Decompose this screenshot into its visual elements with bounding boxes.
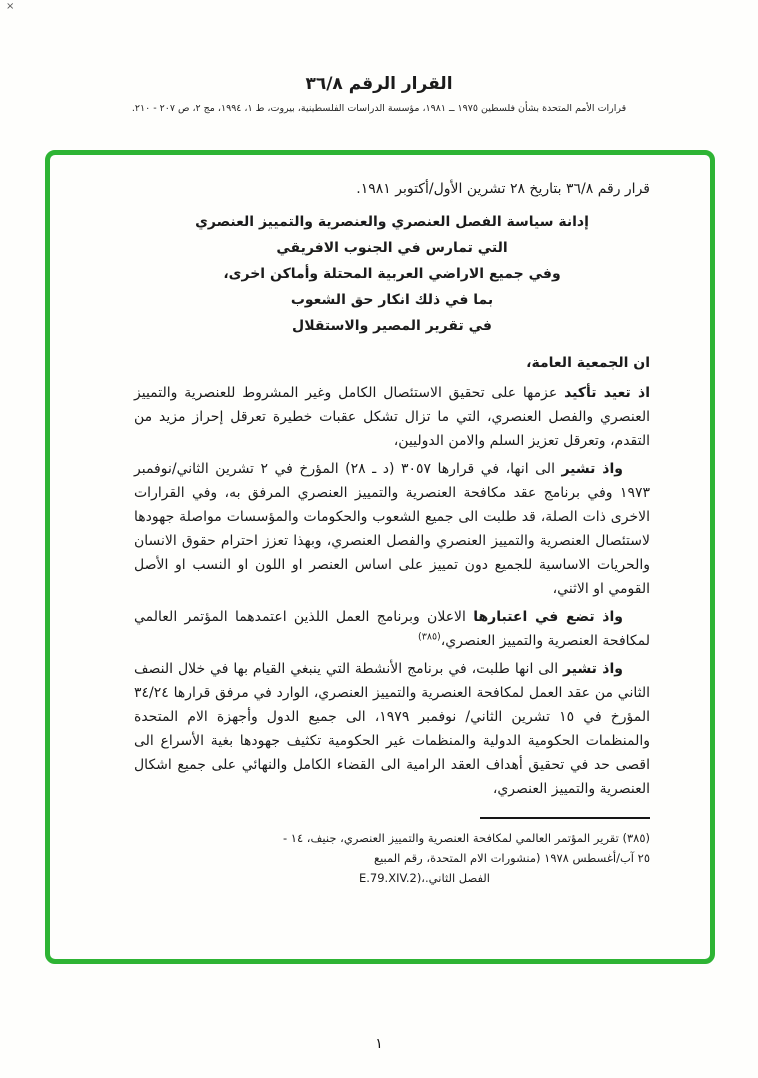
scan-corner-mark: × (6, 1, 15, 12)
green-frame (45, 150, 715, 964)
page-footer (0, 1033, 758, 1052)
opening-phrase: ان الجمعية العامة، (526, 355, 650, 371)
resolution-title (134, 209, 650, 339)
paragraph-text: عزمها على تحقيق الاستئصال الكامل وغير المشروط للعنصرية والتمييز العنصري والفصل العنصري، التي ما تزال تشكل عقبات خطيرة تعرقل إحراز مزيد من التقدم، وتعرقل تعزيز السلم والامن الدوليين، (134, 385, 650, 449)
paragraph-lead: واذ تشير (563, 661, 623, 677)
resolution-title-line: في تقرير المصير والاستقلال (292, 318, 492, 334)
footnote-line (134, 868, 650, 888)
resolution-title-line: وفي جميع الاراضي العربية المحتلة وأماكن اخرى، (223, 266, 561, 282)
footnote-line: ٢٥ آب/أغسطس ١٩٧٨ (منشورات الام المتحدة، رقم المبيع (373, 851, 650, 865)
paragraph-lead: واذ تضع في اعتبارها (473, 609, 623, 625)
citation-line: قرارات الأمم المتحدة بشأن فلسطين ١٩٧٥ ــ ١٩٨١، مؤسسة الدراسات الفلسطينية، بيروت، ط ١، ١٩٩٤، مج ٢، ص ٢٠٧ - ٢١٠. (131, 103, 627, 114)
preambular-paragraph-3 (134, 605, 650, 653)
page-title: القرار الرقم ٣٦/٨ (305, 74, 453, 94)
paragraph-lead: واذ تشير (561, 461, 623, 477)
page-number: ١ (375, 1036, 383, 1052)
footnote-sales-number: E.79.XIV.2)، (358, 871, 426, 885)
footnote-line: (٣٨٥) تقرير المؤتمر العالمي لمكافحة العنصرية والتمييز العنصري، جنيف، ١٤ - (282, 831, 650, 845)
footnote-arabic-text: الفصل الثاني. (425, 871, 490, 885)
footnote-separator (480, 817, 650, 819)
resolution-date-line: قرار رقم ٣٦/٨ بتاريخ ٢٨ تشرين الأول/أكتوبر ١٩٨١. (356, 181, 650, 197)
resolution-title-line: التي تمارس في الجنوب الافريقي (276, 240, 508, 256)
paragraph-text: الاعلان وبرنامج العمل اللذين اعتمدهما المؤتمر العالمي لمكافحة العنصرية والتمييز العنصري، (134, 609, 650, 649)
paragraph-text: الى انها طلبت، في برنامج الأنشطة التي ينبغي القيام بها في خلال النصف الثاني من عقد العمل لمكافحة العنصرية والتمييز العنصري، الوارد في مرفق قرارها ٣٤/٢٤ المؤرخ في ١٥ تشرين الثاني/ نوفمبر ١٩٧٩، الى جميع الدول وأجهزة الام المتحدة والمنظمات الحكومية الدولية والمنظمات غير الحكومية تكثيف جهودها بغية الأسراع الى اقصى حد في تحقيق أهداف العقد الرامية الى القضاء الكامل والنهائي على جميع اشكال العنصرية والتمييز العنصري، (134, 661, 650, 797)
preambular-paragraph-1 (134, 381, 650, 453)
footnote (134, 828, 650, 888)
footnote-reference: (٣٨٥) (418, 631, 441, 643)
resolution-body (50, 155, 710, 888)
preambular-paragraph-4 (134, 657, 650, 801)
resolution-title-line: بما في ذلك انكار حق الشعوب (290, 292, 494, 308)
paragraph-text: الى انها، في قرارها ٣٠٥٧ (د ـ ٢٨) المؤرخ في ٢ تشرين الثاني/نوفمبر ١٩٧٣ وفي برنامج عقد مكافحة العنصرية والتمييز العنصري المرفق به، وفي القرارات الاخرى ذات الصلة، قد طلبت الى جميع الشعوب والحكومات والمؤسسات مواصلة جهودها لاستئصال العنصرية والتمييز العنصري والفصل العنصري، وبهذا تعزز احترام حقوق الانسان والحريات الاساسية للجميع دون تمييز على اساس العنصر او اللون او النسب او الأصل القومي او الاثني، (134, 461, 650, 597)
paragraph-lead: اذ تعيد تأكيد (564, 385, 650, 401)
document-header (0, 74, 758, 114)
resolution-title-line: إدانة سياسة الفصل العنصري والعنصرية والتمييز العنصري (195, 214, 589, 230)
preambular-paragraph-2 (134, 457, 650, 601)
